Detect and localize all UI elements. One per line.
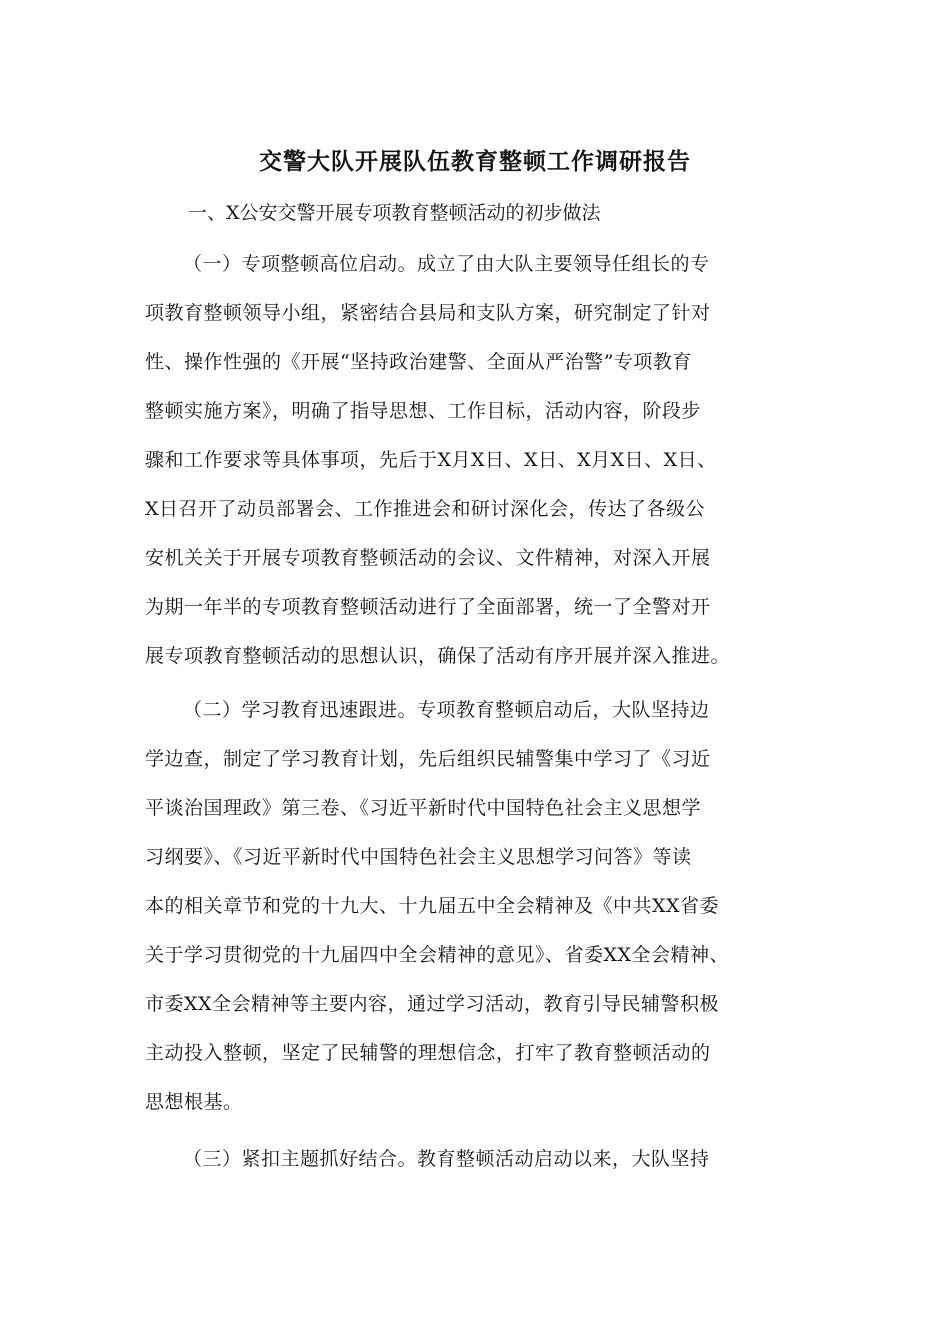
paragraph-line: 思想根基。 <box>145 1091 243 1113</box>
paragraph-line: 为期一年半的专项教育整顿活动进行了全面部署，统一了全警对开 <box>145 596 711 618</box>
paragraph-line: 项教育整顿领导小组，紧密结合县局和支队方案，研究制定了针对 <box>145 302 711 324</box>
paragraph-3 <box>145 1135 825 1184</box>
paragraph-line: 主动投入整顿，坚定了民辅警的理想信念，打牢了教育整顿活动的 <box>145 1042 711 1064</box>
paragraph-line: 关于学习贯彻党的十九届四中全会精神的意见》、省委XX全会精神、 <box>145 944 730 966</box>
paragraph-line: 性、操作性强的《开展“坚持政治建警、全面从严治警”专项教育 <box>145 351 692 373</box>
paragraph-line: X日召开了动员部署会、工作推进会和研讨深化会，传达了各级公 <box>145 498 706 520</box>
paragraph-1 <box>145 240 825 681</box>
paragraph-line: 展专项教育整顿活动的思想认识，确保了活动有序开展并深入推进。 <box>145 645 731 667</box>
paragraph-line: 习纲要》、《习近平新时代中国特色社会主义思想学习问答》等读 <box>145 846 692 868</box>
paragraph-line: （一）专项整顿高位启动。成立了由大队主要领导任组长的专 <box>183 253 710 275</box>
paragraph-line: 整顿实施方案》，明确了指导思想、工作目标，活动内容，阶段步 <box>145 400 702 422</box>
paragraph-line: （三）紧扣主题抓好结合。教育整顿活动启动以来，大队坚持 <box>183 1148 710 1170</box>
paragraph-line: 平谈治国理政》第三卷、《习近平新时代中国特色社会主义思想学 <box>145 797 702 819</box>
paragraph-line: 学边查，制定了学习教育计划，先后组织民辅警集中学习了《习近 <box>145 748 711 770</box>
paragraph-2 <box>145 686 825 1127</box>
document-title: 交警大队开展队伍教育整顿工作调研报告 <box>259 148 691 175</box>
section-heading: 一、X公安交警开展专项教育整顿活动的初步做法 <box>188 202 601 224</box>
paragraph-line: 骤和工作要求等具体事项，先后于X月X日、X日、X月X日、X日、 <box>145 449 717 471</box>
paragraph-line: 安机关关于开展专项教育整顿活动的会议、文件精神，对深入开展 <box>145 547 711 569</box>
paragraph-line: 市委XX全会精神等主要内容，通过学习活动，教育引导民辅警积极 <box>145 993 720 1015</box>
paragraph-line: （二）学习教育迅速跟进。专项教育整顿启动后，大队坚持边 <box>183 699 710 721</box>
paragraph-line: 本的相关章节和党的十九大、十九届五中全会精神及《中共XX省委 <box>145 895 720 917</box>
